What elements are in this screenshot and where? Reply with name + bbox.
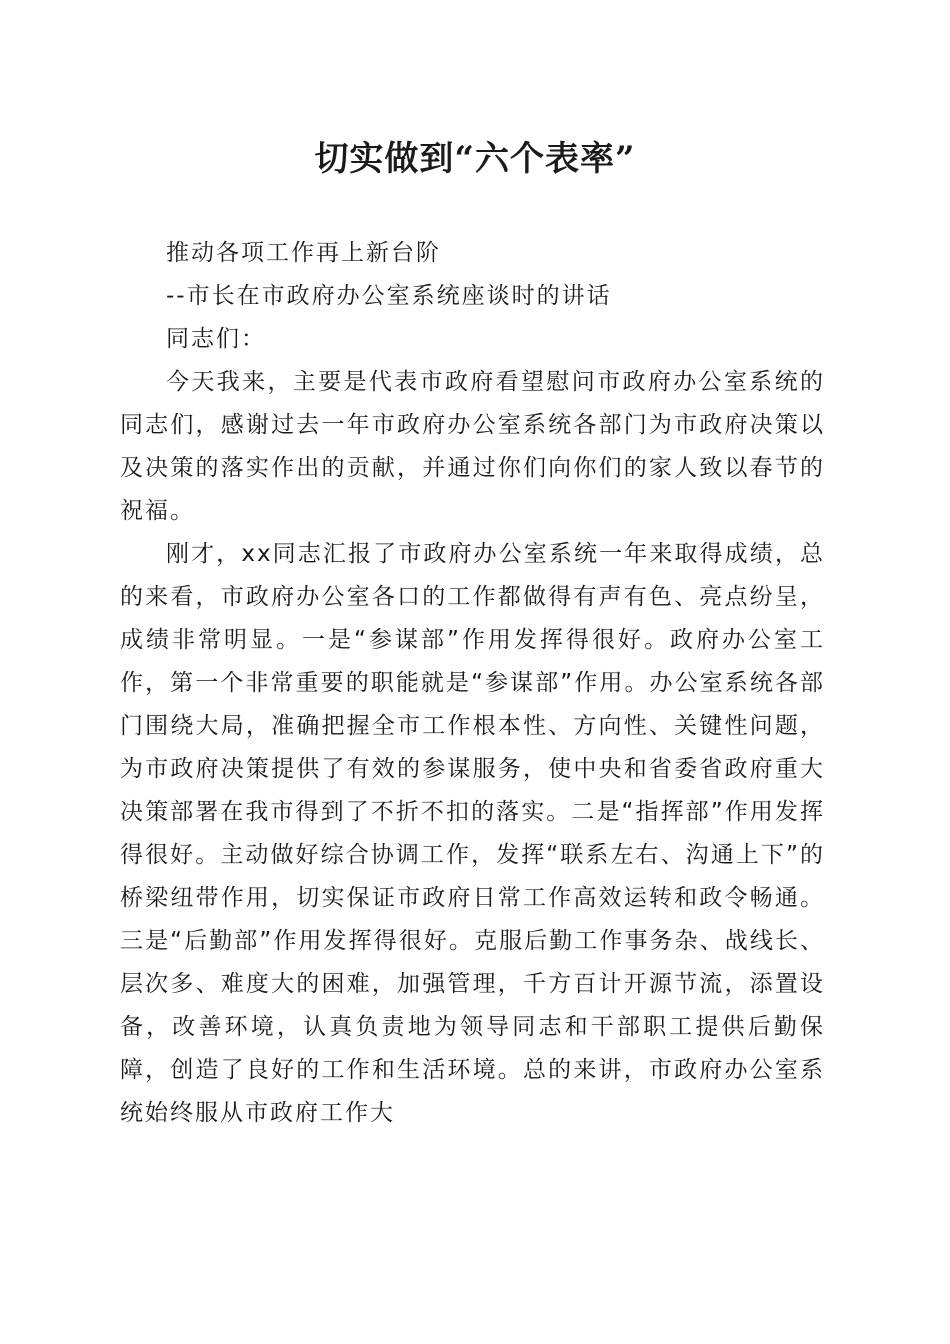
paragraph-greeting: 今天我来，主要是代表市政府看望慰问市政府办公室系统的同志们，感谢过去一年市政府办公室系统各部门为市政府决策以及决策的落实作出的贡献，并通过你们向你们的家人致以春节的祝福。 [120,369,825,524]
document-title: 切实做到“六个表率” [314,139,636,179]
document-subtitle: 推动各项工作再上新台阶 [166,240,441,266]
paragraph-achievements: 刚才，xx同志汇报了市政府办公室系统一年来取得成绩，总的来看，市政府办公室各口的工作都做得有声有色、亮点纷呈，成绩非常明显。一是“参谋部”作用发挥得很好。政府办公室工作，第一个非常重要的职能就是“参谋部”作用。办公室系统各部门围绕大局，准确把握全市工作根本性、方向性、关键性问题，为市政府决策提供了有效的参谋服务，使中央和省委省政府重大决策部署在我市得到了不折不扣的落实。二是“指挥部”作用发挥得很好。主动做好综合协调工作，发挥“联系左右、沟通上下”的桥梁纽带作用，切实保证市政府日常工作高效运转和政令畅通。三是“后勤部”作用发挥得很好。克服后勤工作事务杂、战线长、层次多、难度大的困难，加强管理，千方百计开源节流，添置设备，改善环境，认真负责地为领导同志和干部职工提供后勤保障，创造了良好的工作和生活环境。总的来讲，市政府办公室系统始终服从市政府工作大 [120,541,825,1126]
document-body [120,232,825,1135]
document-byline: --市长在市政府办公室系统座谈时的讲话 [166,283,612,309]
salutation: 同志们： [166,326,266,352]
